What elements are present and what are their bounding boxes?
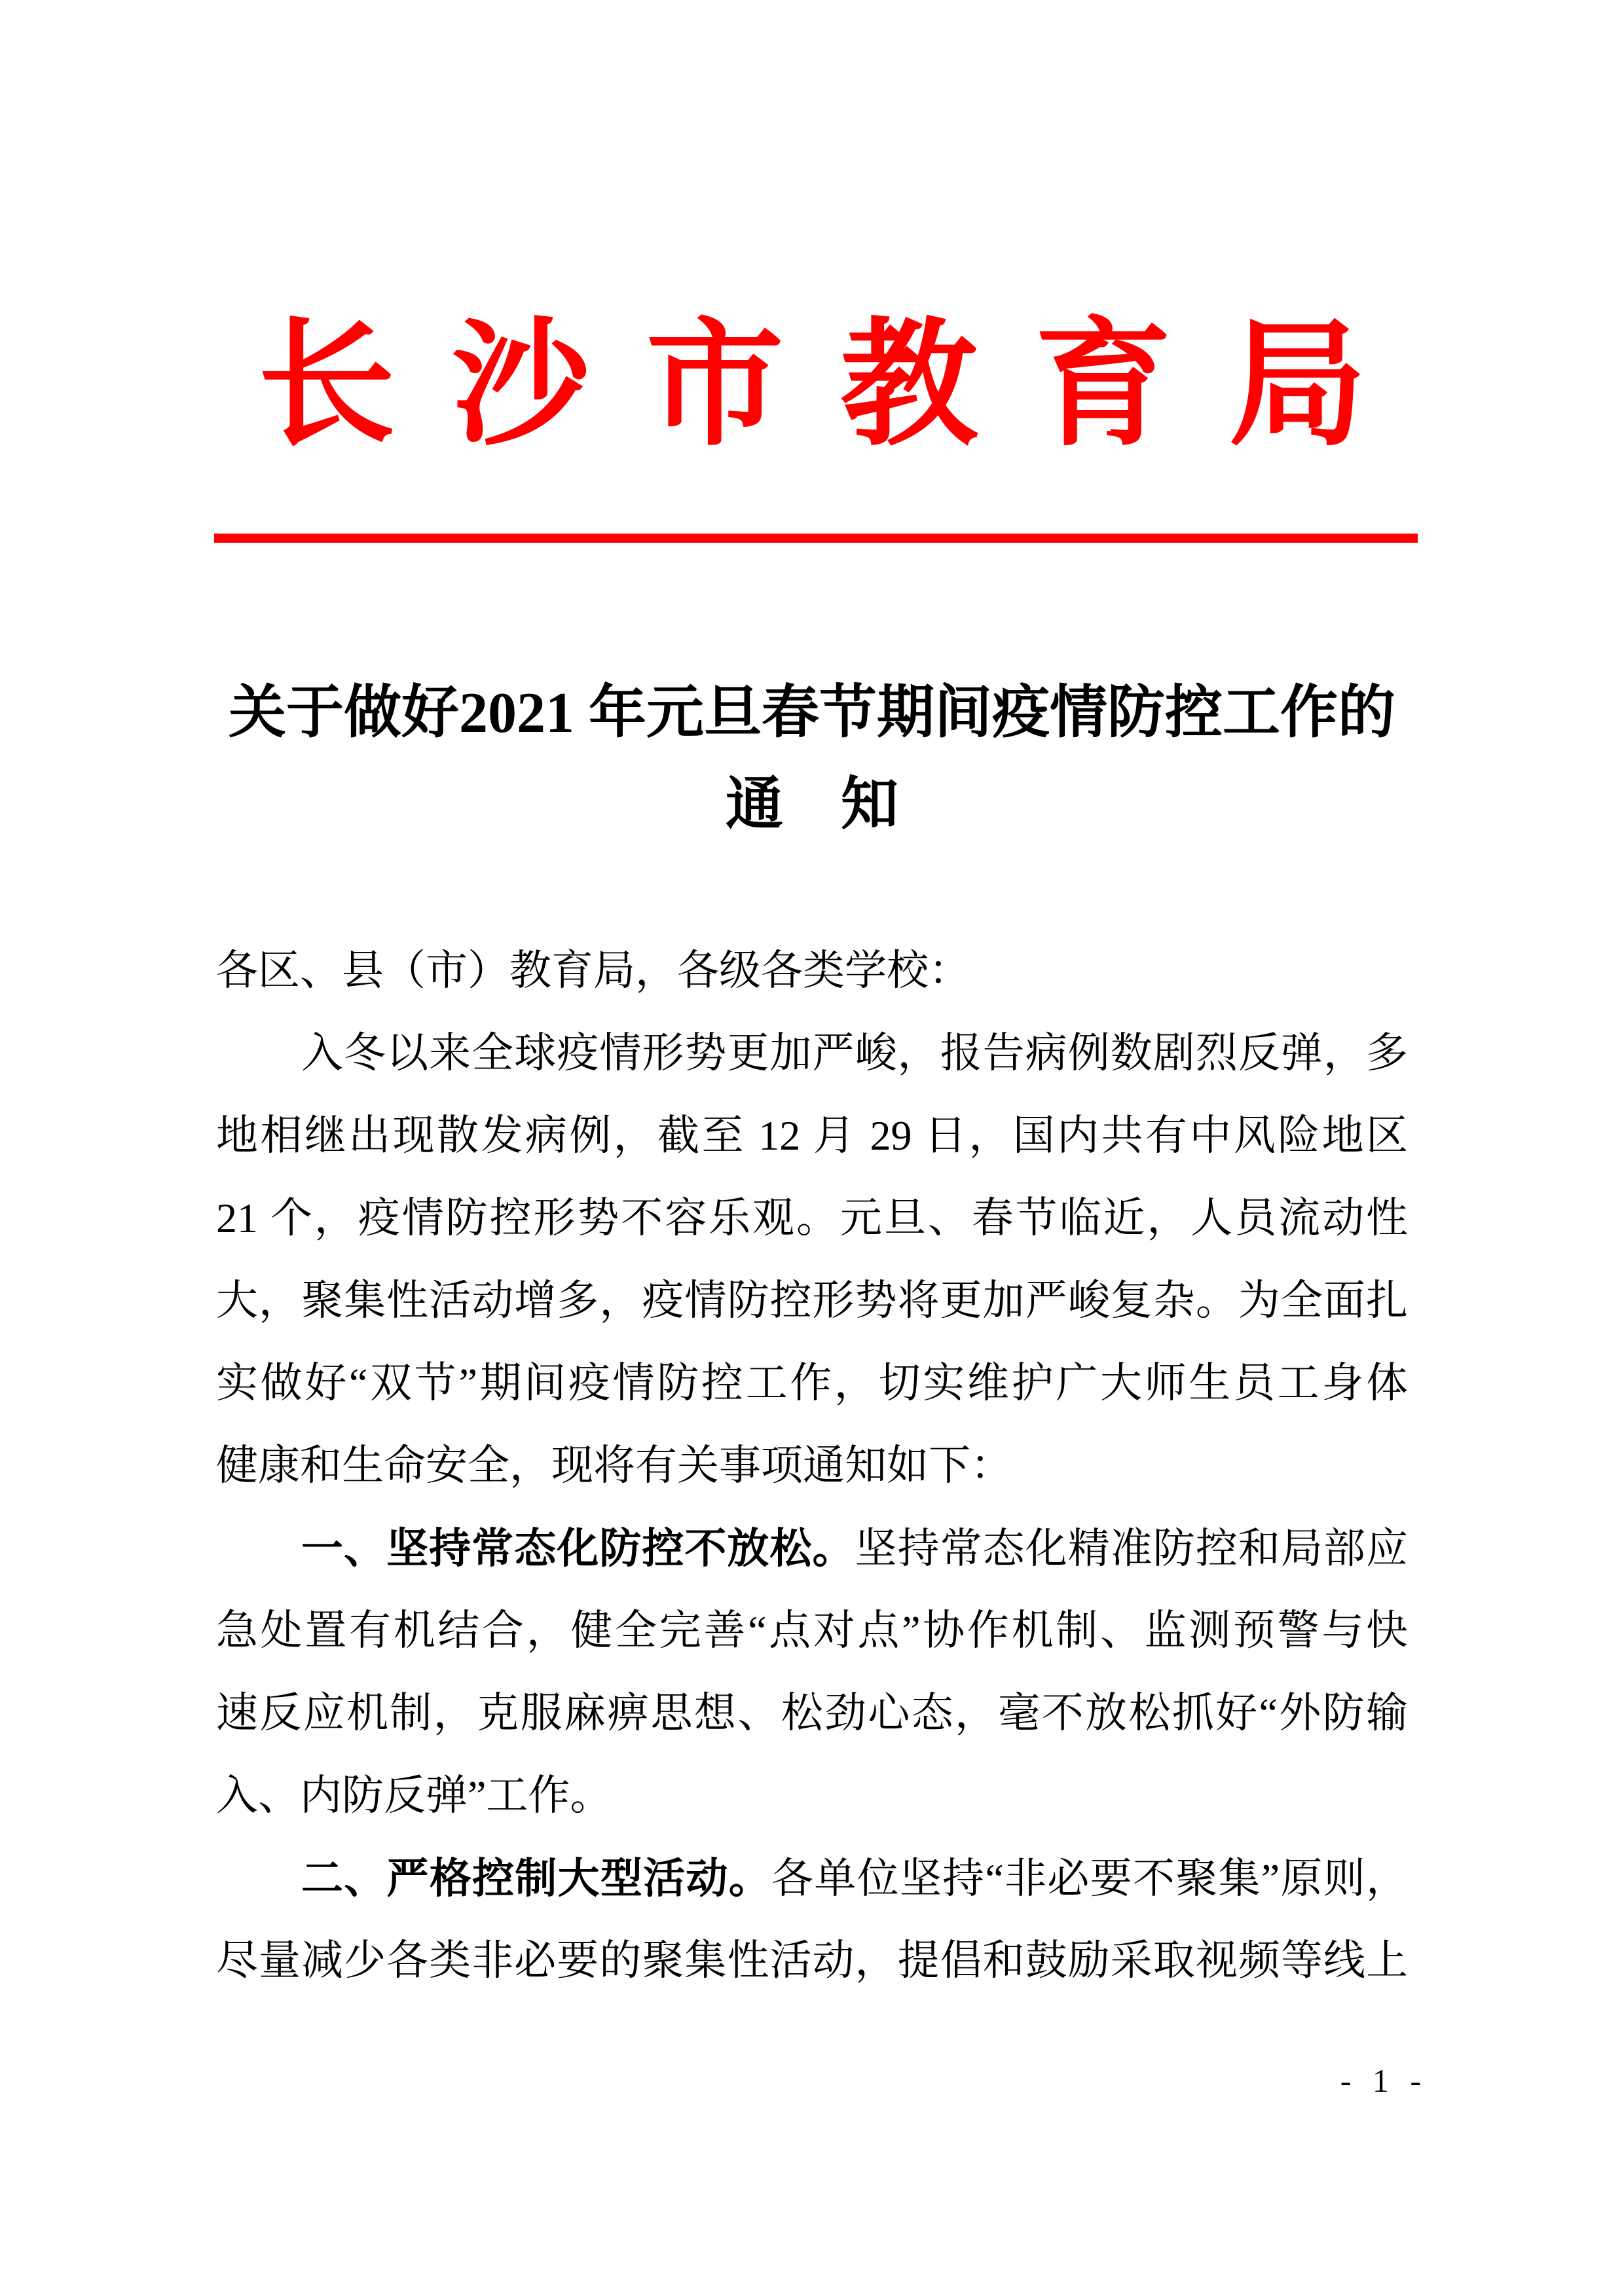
body-line: 尽量减少各类非必要的聚集性活动，提倡和鼓励采取视频等线上 (216, 1937, 1408, 1984)
red-divider-line (214, 534, 1418, 543)
body-line: 地相继出现散发病例，截至 12 月 29 日，国内共有中风险地区 (216, 1112, 1408, 1159)
body-line-salutation: 各区、县（市）教育局，各级各类学校： (216, 947, 970, 994)
document-title-line-1: 关于做好2021 年元旦春节期间疫情防控工作的 (228, 682, 1395, 745)
body-line-section-2 (216, 1837, 1408, 1920)
document-title-line-2: 通 知 (725, 773, 898, 837)
body-line: 健康和生命安全，现将有关事项通知如下： (216, 1442, 1012, 1489)
body-line: 入、内防反弹”工作。 (216, 1772, 612, 1819)
section-2-heading: 二、严格控制大型活动。 (301, 1855, 772, 1902)
body-line: 急处置有机结合，健全完善“点对点”协作机制、监测预警与快 (216, 1607, 1408, 1654)
body-line: 入冬以来全球疫情形势更加严峻，报告病例数剧烈反弹，多 (301, 1030, 1408, 1076)
body-line: 速反应机制，克服麻痹思想、松劲心态，毫不放松抓好“外防输 (216, 1690, 1408, 1736)
section-1-text: 坚持常态化精准防控和局部应 (855, 1525, 1409, 1572)
body-line: 大，聚集性活动增多，疫情防控形势将更加严峻复杂。为全面扎 (216, 1277, 1408, 1324)
org-letterhead-title: 长 沙 市 教 育 局 (257, 310, 1367, 462)
body-line: 21 个，疫情防控形势不容乐观。元旦、春节临近，人员流动性 (216, 1195, 1408, 1241)
page-number: - 1 - (1340, 2062, 1428, 2099)
section-2-text: 各单位坚持“非必要不聚集”原则， (771, 1855, 1409, 1902)
document-title (0, 668, 1624, 851)
section-1-heading: 一、坚持常态化防控不放松。 (301, 1525, 855, 1572)
document-body (216, 930, 1408, 2002)
body-line: 实做好“双节”期间疫情防控工作，切实维护广大师生员工身体 (216, 1360, 1408, 1406)
body-line-section-1 (216, 1507, 1408, 1590)
